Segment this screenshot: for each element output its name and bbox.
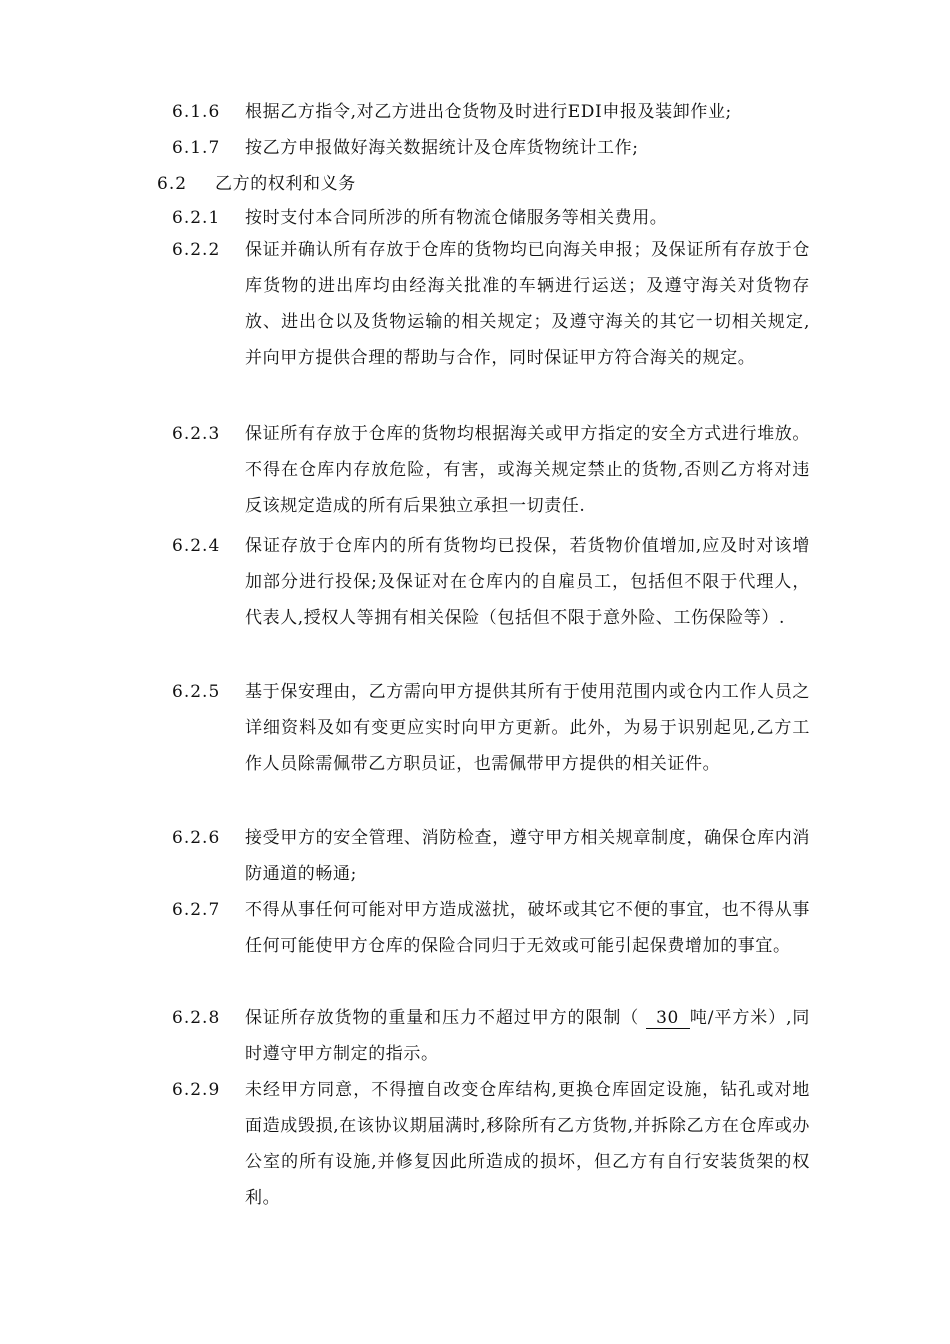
clause-number: 6.2.2 (172, 240, 221, 260)
clause-6-2-4 (0, 528, 810, 636)
clause-text: 未经甲方同意，不得擅自改变仓库结构,更换仓库固定设施，钻孔或对地面造成毁损,在该协议期届满时,移除所有乙方货物,并拆除乙方在仓库或办公室的所有设施,并修复因此所造成的损坏，但乙方有自行安装货架的权利。 (245, 1080, 810, 1208)
weight-limit-blank: 30 (646, 1008, 690, 1029)
clause-6-2-8 (0, 1000, 810, 1072)
clause-6-2-9 (0, 1072, 810, 1216)
clause-6-2-2 (0, 232, 810, 376)
section-number: 6.2 (157, 174, 188, 194)
clause-number: 6.2.6 (172, 828, 221, 848)
clause-text: 根据乙方指令,对乙方进出仓货物及时进行EDI申报及装卸作业; (245, 102, 732, 122)
clause-text: 按时支付本合同所涉的所有物流仓储服务等相关费用。 (245, 208, 668, 228)
clause-text: 接受甲方的安全管理、消防检查，遵守甲方相关规章制度，确保仓库内消防通道的畅通; (245, 828, 810, 884)
clause-6-2-6 (0, 820, 810, 892)
clause-number: 6.2.1 (172, 208, 221, 228)
clause-text: 保证所有存放于仓库的货物均根据海关或甲方指定的安全方式进行堆放。不得在仓库内存放危险，有害，或海关规定禁止的货物,否则乙方将对违反该规定造成的所有后果独立承担一切责任. (245, 424, 810, 516)
clause-text (245, 1000, 810, 1072)
clause-6-2-1 (0, 200, 810, 236)
clause-number: 6.1.6 (172, 102, 221, 122)
clause-6-2-7 (0, 892, 810, 964)
clause-number: 6.2.5 (172, 682, 221, 702)
clause-number: 6.2.4 (172, 536, 221, 556)
clause-text-before: 保证所存放货物的重量和压力不超过甲方的限制（ (245, 1008, 646, 1028)
clause-6-2-5 (0, 674, 810, 782)
section-heading-6-2 (0, 166, 810, 202)
clause-number: 6.2.7 (172, 900, 221, 920)
clause-6-1-7 (0, 130, 810, 166)
clause-6-1-6 (0, 94, 810, 130)
clause-text: 保证存放于仓库内的所有货物均已投保，若货物价值增加,应及时对该增加部分进行投保;及保证对在仓库内的自雇员工，包括但不限于代理人，代表人,授权人等拥有相关保险（包括但不限于意外险、工伤保险等）. (245, 536, 810, 628)
clause-text: 按乙方申报做好海关数据统计及仓库货物统计工作; (245, 138, 639, 158)
clause-text: 基于保安理由，乙方需向甲方提供其所有于使用范围内或仓内工作人员之详细资料及如有变更应实时向甲方更新。此外，为易于识别起见,乙方工作人员除需佩带乙方职员证，也需佩带甲方提供的相关证件。 (245, 682, 810, 774)
clause-text-after: 吨/平方米）,同时遵守甲方制定的指示。 (245, 1008, 811, 1064)
clause-text: 不得从事任何可能对甲方造成滋扰，破坏或其它不便的事宜，也不得从事任何可能使甲方仓库的保险合同归于无效或可能引起保费增加的事宜。 (245, 900, 810, 956)
section-title: 乙方的权利和义务 (215, 174, 356, 194)
clause-number: 6.2.3 (172, 424, 221, 444)
clause-number: 6.2.8 (172, 1008, 221, 1028)
clause-text: 保证并确认所有存放于仓库的货物均已向海关申报；及保证所有存放于仓库货物的进出库均由经海关批准的车辆进行运送；及遵守海关对货物存放、进出仓以及货物运输的相关规定；及遵守海关的其它一切相关规定,并向甲方提供合理的帮助与合作，同时保证甲方符合海关的规定。 (245, 240, 810, 368)
clause-number: 6.2.9 (172, 1080, 221, 1100)
clause-6-2-3 (0, 416, 810, 524)
clause-number: 6.1.7 (172, 138, 221, 158)
